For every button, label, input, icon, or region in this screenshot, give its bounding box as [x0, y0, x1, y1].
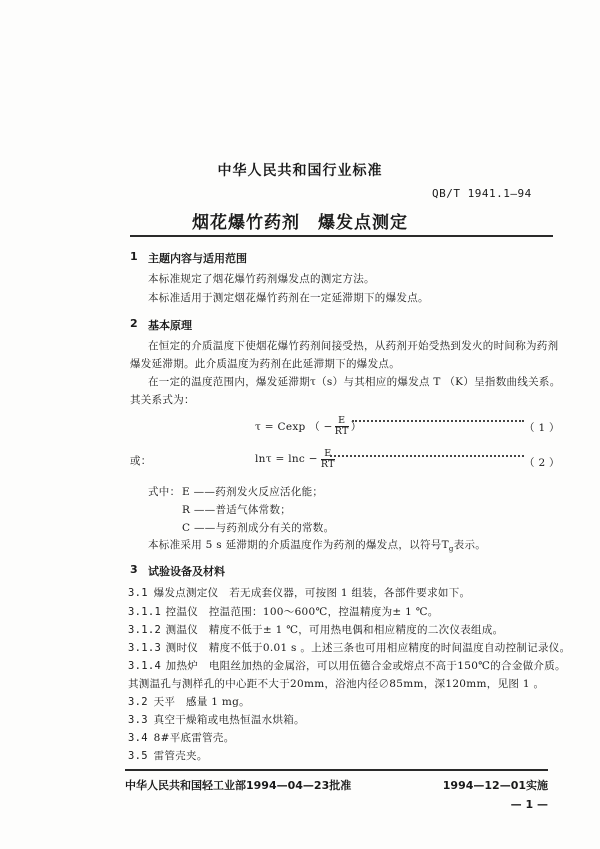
definition-symbol: E	[182, 486, 190, 498]
section-2-paragraph: 爆发延滞期。此介质温度为药剂在此延滞期下的爆发点。	[130, 358, 400, 370]
formula-1-fraction	[335, 416, 349, 437]
section-3-number: 3	[130, 563, 138, 576]
header-rule	[130, 235, 553, 237]
clause-text: 雷管壳夹。	[153, 750, 208, 762]
issuing-organization: 中华人民共和国行业标准	[217, 163, 383, 179]
definition-dash: ——	[193, 522, 216, 534]
leader-dots	[352, 420, 524, 422]
clause-number: 3.1.3	[128, 642, 162, 654]
section-1-heading: 主题内容与适用范围	[148, 252, 247, 265]
subscript: g	[448, 545, 454, 554]
clause-item	[128, 585, 470, 600]
section-2-number: 2	[130, 317, 138, 330]
clause-item	[128, 604, 439, 619]
fraction-numerator: E	[321, 449, 335, 460]
clause-number: 3.1.2	[128, 624, 162, 636]
section-1-paragraph: 本标准适用于测定烟花爆竹药剂在一定延滞期下的爆发点。	[148, 292, 429, 304]
definition-text: 与药剂成分有关的常数。	[215, 522, 335, 534]
definition-dash: ——	[193, 486, 216, 498]
definition-text: 普适气体常数；	[215, 504, 292, 516]
closing-text: 表示。	[453, 539, 487, 551]
clause-item	[128, 730, 235, 745]
clause-text: 测时仪 精度不低于0.01 s 。上述三条也可用相应精度的时间温度自动控制记录仪。	[165, 642, 571, 654]
clause-number: 3.1.4	[128, 660, 162, 672]
clause-number: 3.3	[128, 714, 148, 726]
clause-number: 3.1	[128, 587, 148, 599]
section-2-paragraph: 其关系式为：	[130, 394, 195, 406]
formula-1	[255, 413, 362, 439]
formula-2-lhs: lnτ = lnc −	[255, 453, 318, 465]
clause-number: 3.5	[128, 750, 148, 762]
page-number: — 1 —	[510, 798, 548, 811]
formula-2-number: （ 2 ）	[524, 457, 560, 469]
fraction-numerator: E	[335, 416, 349, 427]
standard-code: QB/T 1941.1—94	[432, 187, 532, 200]
closing-text: 本标准采用 5 s 延滞期的介质温度作为药剂的爆发点，以符号T	[148, 539, 449, 551]
clause-text: 天平 感量 1 mg。	[153, 696, 250, 708]
clause-number: 3.1.1	[128, 606, 162, 618]
section-1-paragraph: 本标准规定了烟花爆竹药剂爆发点的测定方法。	[148, 273, 375, 285]
fraction-denominator: RT	[320, 458, 335, 470]
clause-item	[128, 640, 570, 655]
where-label: 式中：	[148, 486, 181, 498]
footer-rule	[125, 769, 548, 771]
section-2-heading: 基本原理	[148, 319, 192, 332]
section-2-closing	[148, 537, 486, 553]
or-label: 或：	[130, 455, 152, 467]
clause-number: 3.4	[128, 732, 148, 744]
definition-row	[182, 520, 334, 535]
definition-text: 药剂发火反应活化能；	[215, 486, 324, 498]
clause-item	[128, 658, 566, 673]
definition-dash: ——	[193, 504, 216, 516]
section-2-paragraph: 在一定的温度范围内，爆发延滞期τ（s）与其相应的爆发点 T （K）呈指数曲线关系。	[148, 376, 561, 388]
definition-symbol: C	[182, 522, 191, 534]
clause-text: 真空干燥箱或电热恒温水烘箱。	[153, 714, 305, 726]
section-2-paragraph: 在恒定的介质温度下使烟花爆竹药剂间接受热，从药剂开始受热到发火的时间称为药剂	[148, 340, 559, 352]
clause-item	[128, 622, 503, 637]
approval-line: 中华人民共和国轻工业部1994—04—23批准	[125, 779, 352, 792]
formula-1-number: （ 1 ）	[524, 422, 560, 434]
leader-dots	[330, 455, 524, 457]
clause-item	[128, 748, 208, 763]
implementation-date: 1994—12—01实施	[442, 779, 548, 792]
clause-text: 加热炉 电阻丝加热的金属浴，可以用伍德合金或熔点不高于150℃的合金做介质。	[165, 660, 566, 672]
section-3-heading: 试验设备及材料	[148, 565, 225, 578]
section-1-number: 1	[130, 250, 138, 263]
formula-1-rhs: ）	[350, 420, 362, 433]
formula-2-fraction	[321, 449, 335, 470]
formula-2	[255, 446, 335, 472]
clause-number: 3.2	[128, 696, 148, 708]
clause-text: 控温仪 控温范围：100～600℃，控温精度为± 1 ℃。	[165, 606, 439, 618]
clause-text: 测温仪 精度不低于± 1 ℃，可用热电偶和相应精度的二次仪表组成。	[165, 624, 504, 636]
definition-row	[182, 502, 291, 517]
fraction-denominator: RT	[334, 425, 349, 437]
definition-row	[182, 484, 323, 499]
formula-1-lhs: τ = Cexp （ −	[255, 420, 333, 433]
definition-symbol: R	[182, 504, 191, 516]
clause-text: 8#平底雷管壳。	[153, 732, 235, 744]
clause-continuation: 其测温孔与测样孔的中心距不大于20mm，浴池内径∅85mm，深120mm，见图 1 。	[128, 678, 545, 690]
clause-item	[128, 694, 250, 709]
clause-text: 爆发点测定仪 若无成套仪器，可按图 1 组装，各部件要求如下。	[153, 587, 471, 599]
clause-item	[128, 712, 305, 727]
document-title: 烟花爆竹药剂 爆发点测定	[192, 213, 408, 233]
